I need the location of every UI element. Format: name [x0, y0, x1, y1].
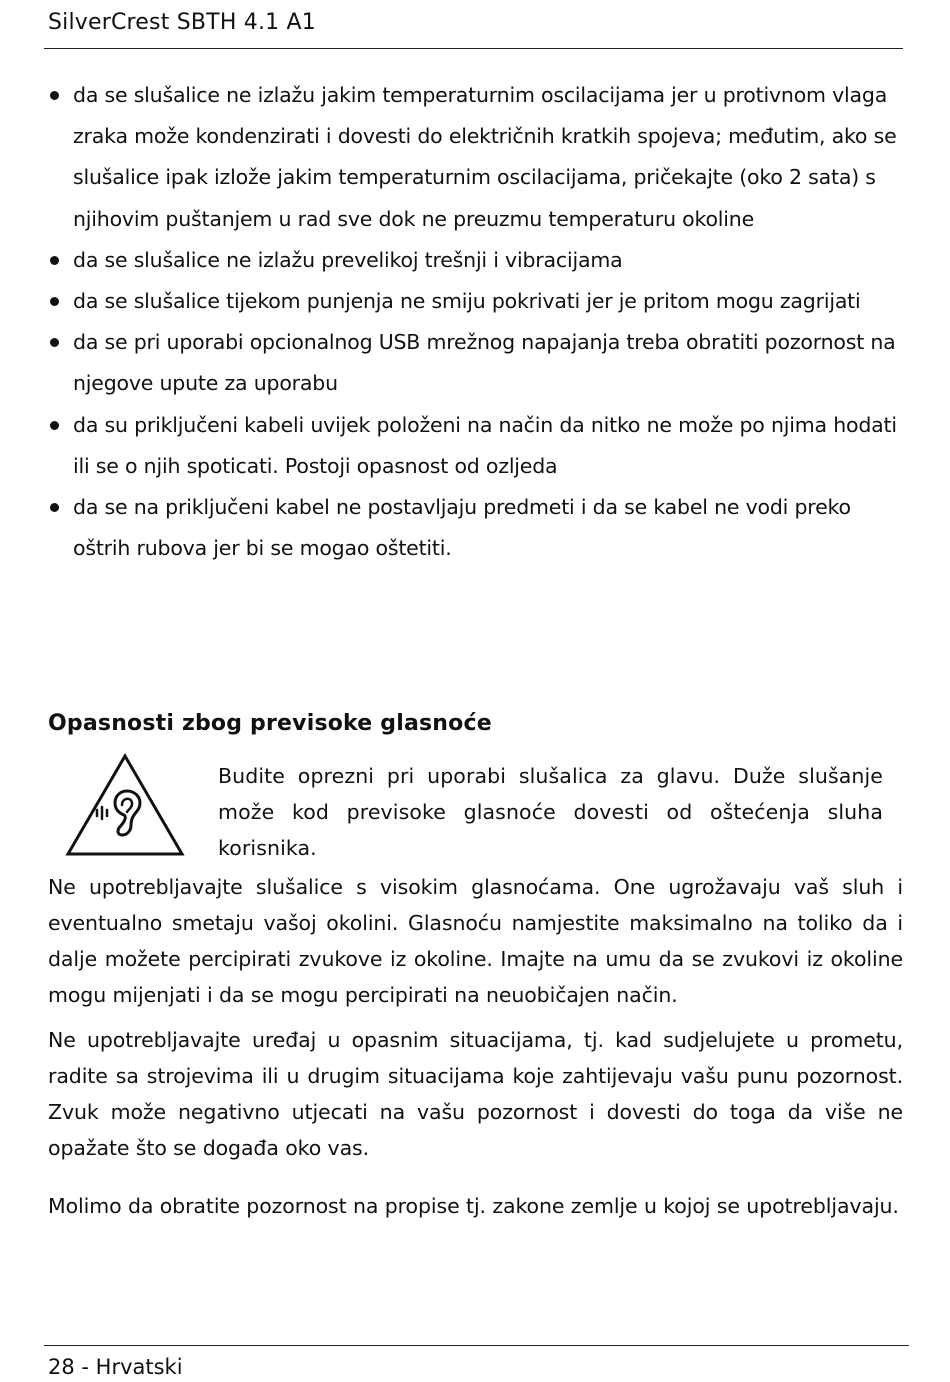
- page-number-label: 28 - Hrvatski: [48, 1355, 183, 1379]
- section-heading: Opasnosti zbog previsoke glasnoće: [48, 711, 492, 736]
- footer-divider: [44, 1345, 909, 1346]
- bullet-text: da su priključeni kabeli uvijek položeni na način da nitko ne može po njima hodati ili se o njih spoticati. Postoji opasnost od ozljeda: [73, 412, 897, 478]
- hearing-damage-warning-icon: [64, 753, 186, 859]
- bullet-item: [48, 322, 908, 404]
- bullet-item: [48, 405, 908, 487]
- bullet-dot-icon: [50, 338, 59, 347]
- paragraph-volume: Ne upotrebljavajte slušalice s visokim glasnoćama. One ugrožavaju vaš sluh i eventualno smetaju vašoj okolini. Glasnoću namjestite maksimalno na toliko da i dalje možete percipirati zvukove iz okoline. Imajte na umu da se zvukovi iz okoline mogu mijenjati i da se mogu percipirati na neuobičajen način.: [48, 875, 903, 1007]
- bullet-dot-icon: [50, 503, 59, 512]
- warning-text: Budite oprezni pri uporabi slušalica za glavu. Duže slušanje može kod previsoke glasnoće dovesti od oštećenja sluha korisnika.: [218, 764, 883, 860]
- paragraph-regulations: Molimo da obratite pozornost na propise tj. zakone zemlje u kojoj se upotrebljavaju.: [48, 1194, 899, 1218]
- header-divider: [44, 48, 903, 49]
- bullet-item: [48, 281, 908, 322]
- paragraph-dangerous-situations: Ne upotrebljavajte uređaj u opasnim situacijama, tj. kad sudjelujete u prometu, radite sa strojevima ili u drugim situacijama koje zahtijevaju vašu punu pozornost. Zvuk može negativno utjecati na vašu pozornost i dovesti do toga da više ne opažate što se događa oko vas.: [48, 1028, 903, 1160]
- document-header-title: SilverCrest SBTH 4.1 A1: [48, 10, 316, 35]
- safety-bullet-list: [48, 75, 908, 569]
- bullet-item: [48, 240, 908, 281]
- bullet-text: da se slušalice ne izlažu prevelikoj trešnji i vibracijama: [73, 247, 623, 272]
- bullet-dot-icon: [50, 421, 59, 430]
- bullet-dot-icon: [50, 256, 59, 265]
- bullet-item: [48, 487, 908, 569]
- bullet-dot-icon: [50, 91, 59, 100]
- bullet-dot-icon: [50, 297, 59, 306]
- bullet-item: [48, 75, 908, 240]
- bullet-text: da se slušalice tijekom punjenja ne smiju pokrivati jer je pritom mogu zagrijati: [73, 289, 861, 314]
- bullet-text: da se slušalice ne izlažu jakim temperaturnim oscilacijama jer u protivnom vlaga zraka može kondenzirati i dovesti do električnih kratkih spojeva; međutim, ako se slušalice ipak izlože jakim temperaturnim oscilacijama, pričekajte (oko 2 sata) s njihovim puštanjem u rad sve dok ne preuzmu temperaturu okoline: [73, 83, 897, 231]
- bullet-text: da se pri uporabi opcionalnog USB mrežnog napajanja treba obratiti pozornost na njegove upute za uporabu: [73, 330, 896, 396]
- bullet-text: da se na priključeni kabel ne postavljaju predmeti i da se kabel ne vodi preko oštrih rubova jer bi se mogao oštetiti.: [73, 495, 851, 561]
